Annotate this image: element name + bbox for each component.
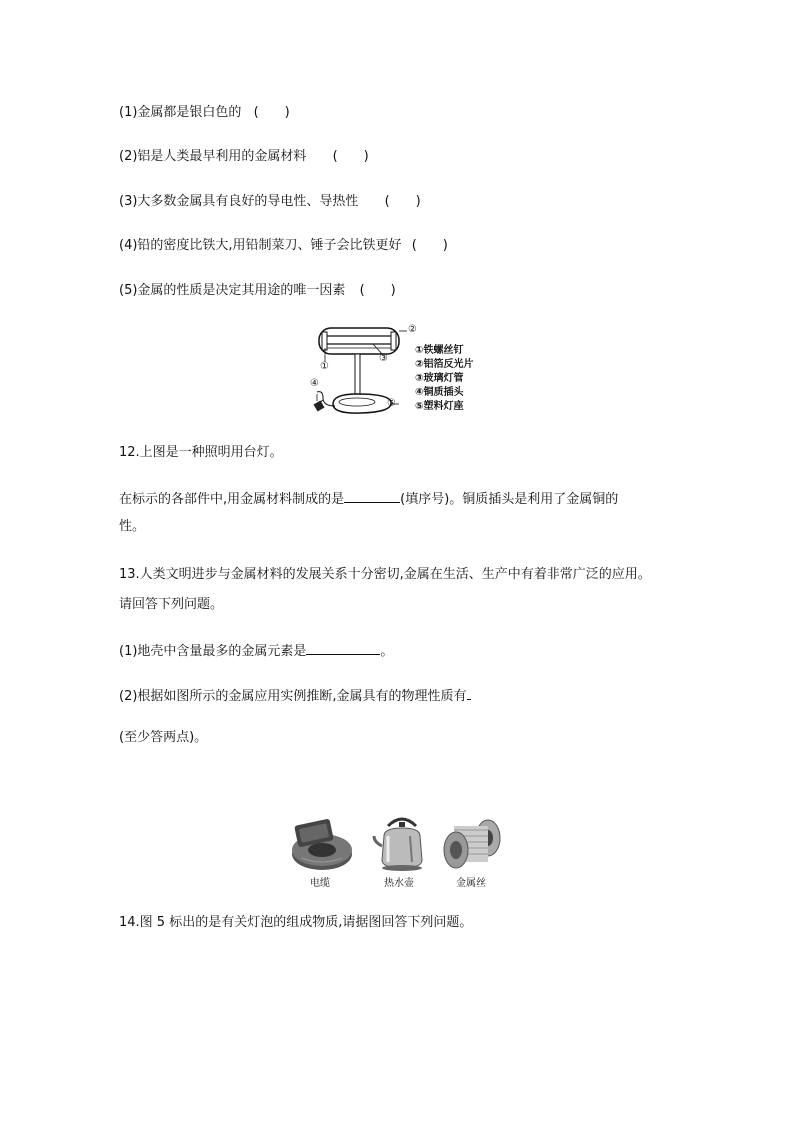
q13-sub2-text: (2)根据如图所示的金属应用实例推断,金属具有的物理性质有 <box>119 689 467 704</box>
cable-image <box>288 818 358 874</box>
q12-text-c: 性。 <box>119 519 146 534</box>
q12-line-a <box>119 488 618 509</box>
q13-title-a: 13.人类文明进步与金属材料的发展关系十分密切,金属在生活、生产中有着非常广泛的应用。 <box>119 567 651 582</box>
lamp-label-5: ⑤ <box>387 398 396 409</box>
judgement-5-answer-paren[interactable]: ( ) <box>359 283 396 298</box>
judgement-3-answer-paren[interactable]: ( ) <box>384 194 421 209</box>
lamp-label-3: ③ <box>379 353 388 364</box>
judgement-1-text: (1)金属都是银白色的 <box>119 105 242 120</box>
caption-cable: 电缆 <box>310 878 330 889</box>
judgement-4-answer-paren[interactable]: ( ) <box>411 238 448 253</box>
lamp-legend-3: ③玻璃灯管 <box>415 373 464 384</box>
metal-wire-image <box>442 816 502 872</box>
q13-title-b: 请回答下列问题。 <box>119 597 224 612</box>
q12-text-b: (填序号)。铜质插头是利用了金属铜的 <box>400 492 619 507</box>
judgement-1-answer-paren[interactable]: ( ) <box>253 105 290 120</box>
lamp-legend-4: ④铜质插头 <box>415 387 464 398</box>
caption-metal-wire: 金属丝 <box>456 878 486 889</box>
lamp-legend-5: ⑤塑料灯座 <box>415 401 464 412</box>
judgement-4-text: (4)铅的密度比铁大,用铅制菜刀、锤子会比铁更好 <box>119 238 402 253</box>
judgement-2-text: (2)铝是人类最早利用的金属材料 <box>119 149 307 164</box>
kettle-image <box>372 812 432 874</box>
q12-title: 12.上图是一种照明用台灯。 <box>119 445 283 460</box>
judgement-2 <box>119 148 369 166</box>
judgement-4 <box>119 237 448 255</box>
judgement-5 <box>119 282 396 300</box>
q13-sub1 <box>119 640 393 661</box>
q12-text-a: 在标示的各部件中,用金属材料制成的是 <box>119 492 345 507</box>
metal-uses-figure <box>288 812 508 892</box>
q13-sub1-text: (1)地壳中含量最多的金属元素是 <box>119 644 307 659</box>
lamp-legend-1: ①铁螺丝钉 <box>415 345 464 356</box>
q14-title: 14.图 5 标出的是有关灯泡的组成物质,请据图回答下列问题。 <box>119 915 473 930</box>
lamp-label-4: ④ <box>310 378 319 389</box>
lamp-label-1: ① <box>320 361 329 372</box>
judgement-1 <box>119 104 290 122</box>
judgement-3 <box>119 193 421 211</box>
judgement-3-text: (3)大多数金属具有良好的导电性、导热性 <box>119 194 359 209</box>
q13-blank-element[interactable] <box>306 640 380 655</box>
judgement-2-answer-paren[interactable]: ( ) <box>332 149 369 164</box>
q13-sub2-b: (至少答两点)。 <box>119 730 208 745</box>
lamp-legend-2: ②铝箔反光片 <box>415 359 474 370</box>
desk-lamp-figure <box>305 322 495 418</box>
caption-kettle: 热水壶 <box>384 878 414 889</box>
lamp-legend <box>415 344 473 414</box>
lamp-label-2: ② <box>408 324 417 335</box>
q13-blank-properties[interactable] <box>467 685 471 700</box>
judgement-5-text: (5)金属的性质是决定其用途的唯一因素 <box>119 283 346 298</box>
q12-blank-parts[interactable] <box>344 488 400 503</box>
q13-sub2 <box>119 685 471 706</box>
q13-sub1-end: 。 <box>380 644 394 659</box>
